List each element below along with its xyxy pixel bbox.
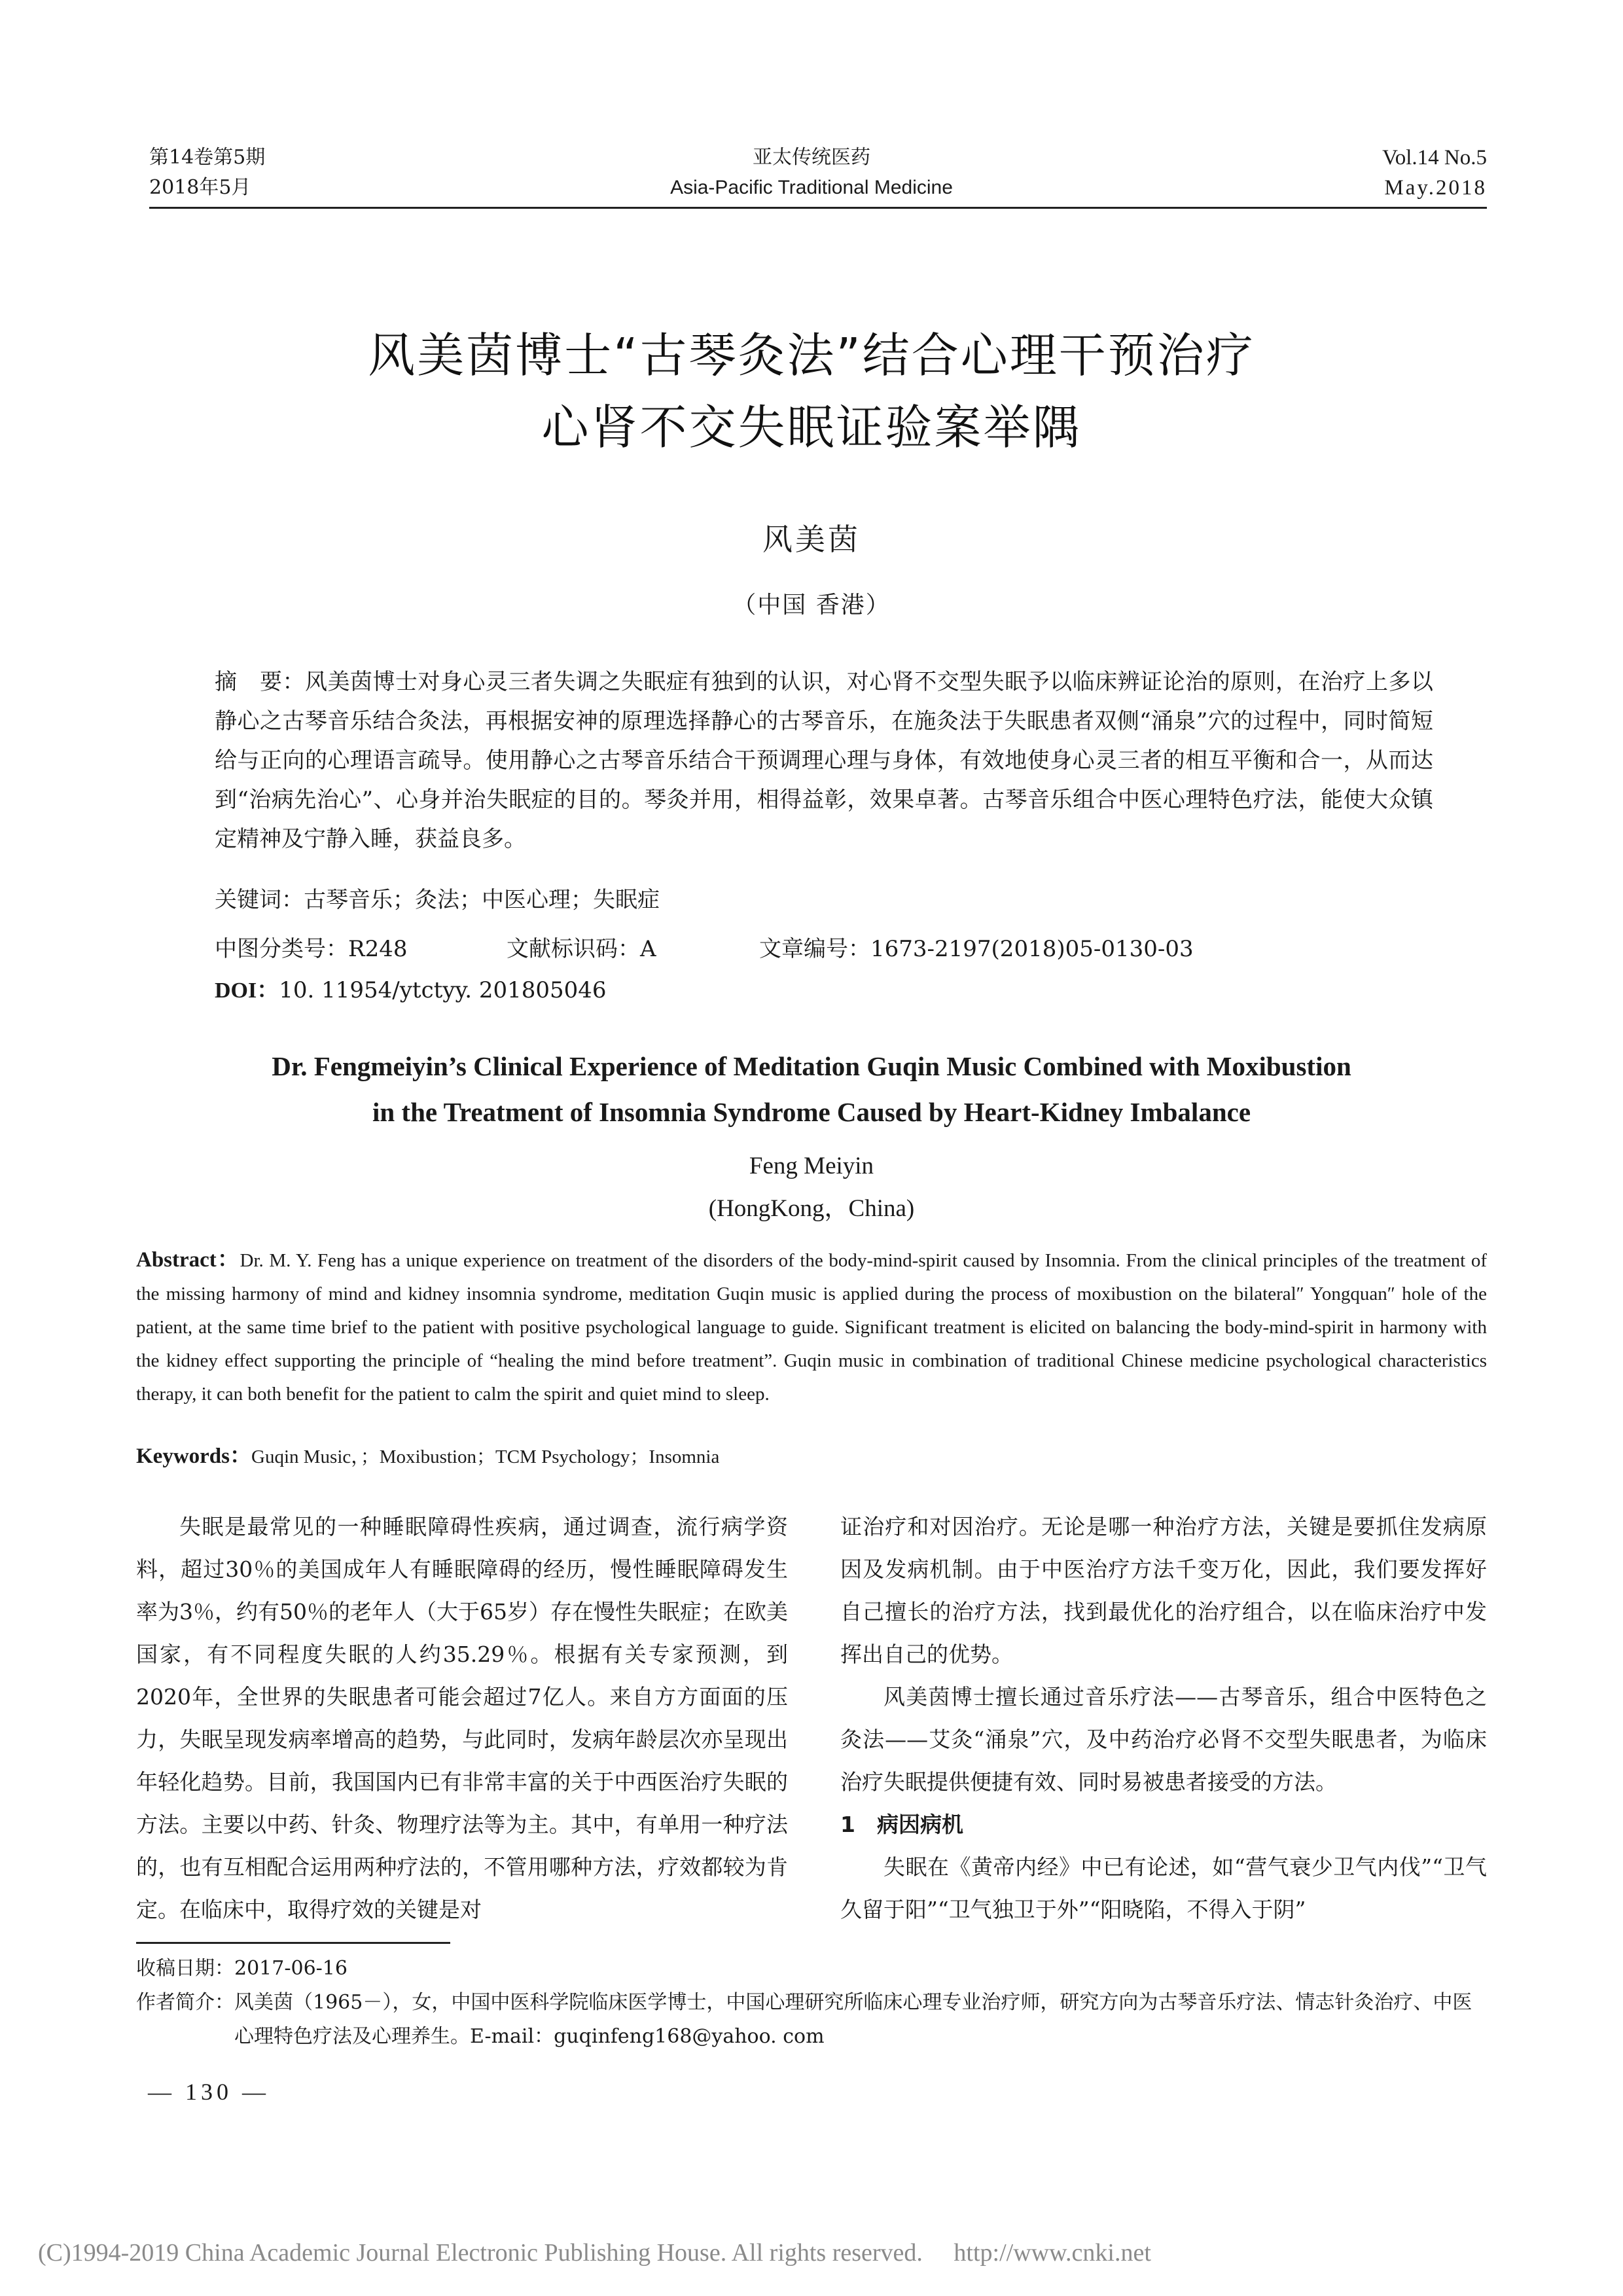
doi-label: DOI： — [215, 978, 279, 1003]
received-label: 收稿日期： — [136, 1957, 234, 1980]
body-paragraph: 失眠是最常见的一种睡眠障碍性疾病，通过调查，流行病学资料，超过30％的美国成年人有睡眠障碍的经历，慢性睡眠障碍发生率为3％，约有50％的老年人（大于65岁）存在慢性失眠症；在欧美国家，有不同程度失眠的人约35.29％。根据有关专家预测，到2020年，全世界的失眠患者可能会超过7亿人。来自方方面面的压力，失眠呈现发病率增高的趋势，与此同时，发病年龄层次亦呈现出年轻化趋势。目前，我国国内已有非常丰富的关于中西医治疗失眠的方法。主要以中药、针灸、物理疗法等为主。其中，有单用一种疗法的，也有互相配合运用两种疗法的，不管用哪种方法，疗效都较为肯定。在临床中，取得疗效的关键是对 — [136, 1514, 788, 1922]
doi — [215, 967, 607, 1014]
abstract-cn-text: 风美茵博士对身心灵三者失调之失眠症有独到的认识，对心肾不交型失眠予以临床辨证论治的原则，在治疗上多以静心之古琴音乐结合灸法，再根据安神的原理选择静心的古琴音乐，在施灸法于失眠患者双侧“涌泉”穴的过程中，同时简短给与正向的心理语言疏导。使用静心之古琴音乐结合干预调理心理与身体，有效地使身心灵三者的相互平衡和合一，从而达到“治病先治心”、心身并治失眠症的目的。琴灸并用，相得益彰，效果卓著。古琴音乐组合中医心理特色疗法，能使大众镇定精神及宁静入睡，获益良多。 — [215, 669, 1434, 852]
journal-name-cn: 亚太传统医药 — [753, 146, 870, 169]
header-volume-en — [1382, 143, 1487, 203]
abstract-cn-label: 摘 要： — [215, 669, 305, 695]
clc-label: 中图分类号： — [215, 936, 348, 962]
keywords-en-label: Keywords： — [136, 1444, 251, 1468]
body-right-column — [840, 1505, 1487, 1931]
journal-name-en: Asia-Pacific Traditional Medicine — [670, 177, 953, 198]
english-author: Feng Meiyin — [749, 1153, 874, 1179]
article-title-line2: 心肾不交失眠证验案举隅 — [541, 400, 1082, 455]
english-affiliation: (HongKong，China) — [708, 1195, 915, 1222]
doc-code-value: A — [640, 936, 656, 962]
header-vol-no: Vol.14 No.5 — [1382, 146, 1487, 170]
header-issue: 第14卷第5期 — [149, 146, 266, 169]
page-number: — 130 — — [148, 2079, 270, 2105]
author-name: 风美茵 — [762, 522, 861, 557]
article-title-line1: 风美茵博士“古琴灸法”结合心理干预治疗 — [368, 328, 1255, 383]
article-no-label: 文章编号： — [759, 936, 870, 962]
english-title-line2: in the Treatment of Insomnia Syndrome Caused by Heart-Kidney Imbalance — [372, 1097, 1251, 1127]
header-date: 2018年5月 — [149, 176, 251, 199]
keywords-en — [136, 1440, 719, 1473]
copyright-watermark: (C)1994-2019 China Academic Journal Electronic Publishing House. All rights reserved. http://www.cnki.net — [38, 2239, 1151, 2267]
section-title: 病因病机 — [876, 1812, 963, 1837]
received-value: 2017-06-16 — [234, 1957, 348, 1980]
bio-text: 风美茵（1965－），女，中国中医科学院临床医学博士，中国心理研究所临床心理专业治疗师，研究方向为古琴音乐疗法、情志针灸治疗、中医心理特色疗法及心理养生。E-mail：guqinfeng168@yahoo. com — [234, 1991, 1472, 2048]
header-rule — [149, 207, 1487, 209]
abstract-en-label: Abstract： — [136, 1248, 240, 1272]
body-left-column — [136, 1505, 788, 1931]
header-journal — [0, 143, 1623, 203]
article-no-value: 1673-2197(2018)05-0130-03 — [870, 936, 1194, 962]
abstract-en — [136, 1244, 1487, 1411]
keywords-en-text: Guqin Music，；Moxibustion；TCM Psychology；Insomnia — [251, 1446, 720, 1467]
author-affiliation: （中国 香港） — [732, 592, 891, 619]
received-date — [136, 1952, 348, 1986]
keywords-cn-label: 关键词： — [215, 887, 304, 913]
bio-label: 作者简介： — [136, 1991, 234, 2014]
body-paragraph: 失眠在《黄帝内经》中已有论述，如“营气衰少卫气内伐”“卫气久留于阳”“卫气独卫于外”“阳晓陷，不得入于阴” — [840, 1854, 1487, 1922]
body-paragraph: 证治疗和对因治疗。无论是哪一种治疗方法，关键是要抓住发病原因及发病机制。由于中医治疗方法千变万化，因此，我们要发挥好自己擅长的治疗方法，找到最优化的治疗组合，以在临床治疗中发挥出自己的优势。 — [840, 1514, 1487, 1667]
english-title-line1: Dr. Fengmeiyin’s Clinical Experience of Meditation Guqin Music Combined with Moxibustion — [272, 1051, 1351, 1081]
body-paragraph: 风美茵博士擅长通过音乐疗法——古琴音乐，组合中医特色之灸法——艾灸“涌泉”穴，及中药治疗必肾不交型失眠患者，为临床治疗失眠提供便捷有效、同时易被患者接受的方法。 — [840, 1684, 1487, 1795]
author-bio — [136, 1986, 1487, 2054]
header-month-year: May.2018 — [1384, 176, 1487, 200]
abstract-cn — [215, 662, 1433, 859]
abstract-en-text: Dr. M. Y. Feng has a unique experience on treatment of the disorders of the body-mind-spirit caused by Insomnia. From the clinical principles of the treatment of the missing harmony of mind and kidney insomnia syndrome, meditation Guqin music is applied during the process of moxibustion on the bilateral″ Yongquan″ hole of the patient, at the same time brief to the patient with positive psychological language to guide. Significant treatment is elicited on balancing the body-mind-spirit in harmony with the kidney effect supporting the principle of “healing the mind before treatment”. Guqin music in combination of traditional Chinese medicine psychological characteristics therapy, it can both benefit for the patient to calm the spirit and quiet mind to sleep. — [136, 1250, 1487, 1405]
keywords-cn-text: 古琴音乐；灸法；中医心理；失眠症 — [304, 887, 660, 913]
clc-value: R248 — [348, 936, 408, 962]
doi-value: 10. 11954/ytctyy. 201805046 — [279, 977, 607, 1003]
doc-code-label: 文献标识码： — [507, 936, 640, 962]
footnote-rule — [136, 1942, 450, 1944]
keywords-cn — [215, 877, 660, 923]
section-number: 1 — [840, 1812, 855, 1837]
section-heading — [840, 1803, 1487, 1846]
